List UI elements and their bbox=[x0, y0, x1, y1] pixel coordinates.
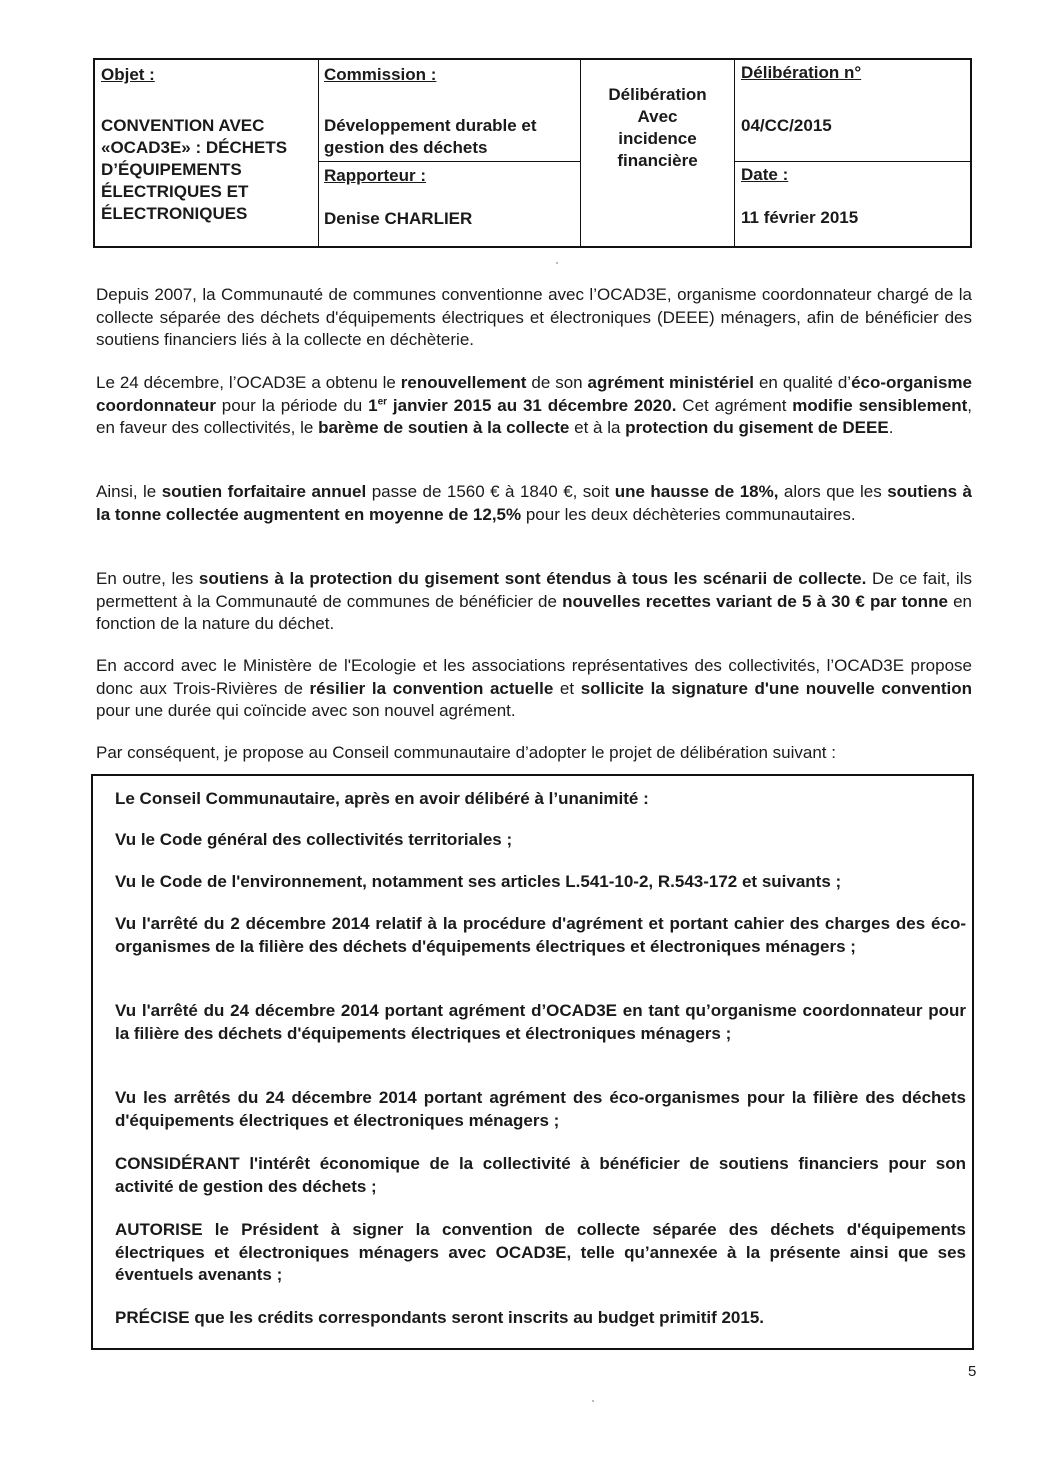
bold-run: soutien forfaitaire annuel bbox=[161, 482, 367, 501]
objet-line: ÉLECTRONIQUES bbox=[101, 204, 248, 223]
text-run: pour une durée qui coïncide avec son nouvel agrément. bbox=[96, 701, 516, 720]
paragraph-3-text bbox=[96, 481, 972, 526]
rapporteur-label: Rapporteur : bbox=[324, 166, 426, 185]
text-run: passe de 1560 € à 1840 €, soit bbox=[366, 482, 615, 501]
text-run: alors que les bbox=[778, 482, 888, 501]
box-visa-3: Vu l'arrêté du 2 décembre 2014 relatif à la procédure d'agrément et portant cahier des charges des éco-organismes de la filière des déchets d'équipements électriques et électroniques ménagers ; bbox=[115, 914, 966, 956]
bold-run: éco-organisme coordonnateur bbox=[96, 373, 973, 415]
date-label: Date : bbox=[741, 165, 789, 184]
deliberation-number-cell bbox=[735, 60, 970, 246]
text-run: Cet agrément bbox=[676, 395, 793, 415]
objet-line: «OCAD3E» : DÉCHETS bbox=[101, 138, 288, 157]
commission-label: Commission : bbox=[324, 65, 437, 84]
text-run: En outre, les bbox=[96, 569, 199, 588]
paragraph-6 bbox=[96, 742, 972, 765]
objet-value bbox=[101, 115, 287, 225]
deliberation-number-label: Délibération n° bbox=[741, 63, 862, 82]
type-line: Avec bbox=[637, 107, 678, 126]
paragraph-1 bbox=[96, 284, 972, 352]
box-visa-1: Vu le Code général des collectivités territoriales ; bbox=[115, 830, 513, 849]
paragraph-2 bbox=[96, 372, 972, 440]
commission-divider bbox=[319, 161, 580, 162]
box-visa-5: Vu les arrêtés du 24 décembre 2014 portant agrément des éco-organismes pour la filière des déchets d'équipements électriques et électroniques ménagers ; bbox=[115, 1088, 966, 1130]
box-precise: PRÉCISE que les crédits correspondants seront inscrits au budget primitif 2015. bbox=[115, 1308, 765, 1327]
text-run: en fonction de la nature du déchet. bbox=[96, 591, 972, 633]
type-line: Délibération bbox=[608, 85, 707, 104]
type-line: financière bbox=[617, 151, 698, 170]
text-run: et bbox=[553, 678, 581, 698]
text-run: en qualité d’ bbox=[754, 373, 852, 392]
scan-mark bbox=[592, 1400, 594, 1402]
date-divider bbox=[735, 161, 970, 162]
text-run: . bbox=[888, 418, 894, 437]
objet-label: Objet : bbox=[101, 65, 155, 84]
text-run: et à la bbox=[569, 418, 626, 437]
bold-run: modifie sensiblement bbox=[792, 395, 968, 415]
text-run: janvier 2015 au 31 décembre 2020. bbox=[387, 395, 677, 415]
paragraph-5-text bbox=[96, 655, 972, 723]
commission-line: Développement durable et bbox=[324, 116, 537, 135]
box-considerant: CONSIDÉRANT l'intérêt économique de la collectivité à bénéficier de soutiens financiers pour son activité de gestion des déchets ; bbox=[115, 1154, 966, 1196]
rapporteur-value: Denise CHARLIER bbox=[324, 209, 473, 228]
box-autorise: AUTORISE le Président à signer la convention de collecte séparée des déchets d'équipements électriques et électroniques ménagers avec OCAD3E, telle qu’annexée à la présente ainsi que ses éventuels avenants ; bbox=[115, 1220, 966, 1284]
box-visa-2: Vu le Code de l'environnement, notamment ses articles L.541-10-2, R.543-172 et suivants ; bbox=[115, 872, 842, 891]
text-run: , en faveur des collectivités, le bbox=[96, 395, 972, 437]
text-run: 1 bbox=[368, 395, 378, 415]
deliberation-type-cell bbox=[581, 60, 735, 246]
page-number: 5 bbox=[968, 1363, 977, 1380]
deliberation-type bbox=[581, 84, 734, 172]
paragraph-4 bbox=[96, 568, 972, 636]
superscript: er bbox=[377, 395, 388, 407]
commission-value bbox=[324, 115, 537, 159]
bold-run: soutiens à la protection du gisement sont étendus à tous les scénarii de collecte. bbox=[198, 569, 867, 588]
scan-mark bbox=[556, 262, 558, 264]
paragraph-6-text: Par conséquent, je propose au Conseil communautaire d’adopter le projet de délibération suivant : bbox=[96, 743, 836, 762]
bold-run bbox=[368, 396, 676, 415]
bold-run: nouvelles recettes variant de 5 à 30 € par tonne bbox=[562, 591, 948, 611]
text-run: De ce fait, ils permettent à la Communauté de communes de bénéficier de bbox=[96, 569, 972, 611]
objet-line: ÉLECTRIQUES ET bbox=[101, 182, 249, 201]
bold-run: protection du gisement de DEEE bbox=[625, 418, 889, 437]
box-visa-4: Vu l'arrêté du 24 décembre 2014 portant agrément d’OCAD3E en tant qu’organisme coordonnateur pour la filière des déchets d'équipements électriques et électroniques ménagers ; bbox=[115, 1001, 966, 1043]
paragraph-4-text bbox=[96, 568, 972, 636]
bold-run: sollicite la signature d'une nouvelle convention bbox=[580, 678, 973, 698]
bold-run: soutiens à la tonne collectée augmentent en moyenne de 12,5% bbox=[96, 482, 972, 524]
objet-line: CONVENTION AVEC bbox=[101, 116, 265, 135]
paragraph-5 bbox=[96, 655, 972, 723]
text-run: pour les deux déchèteries communautaires. bbox=[521, 504, 856, 524]
date-value: 11 février 2015 bbox=[741, 208, 859, 227]
text-run: Le 24 décembre, l’OCAD3E a obtenu le bbox=[96, 373, 401, 392]
commission-cell bbox=[319, 60, 581, 246]
box-intro: Le Conseil Communautaire, après en avoir délibéré à l’unanimité : bbox=[115, 789, 649, 808]
bold-run: agrément ministériel bbox=[587, 373, 755, 392]
bold-run: une hausse de 18%, bbox=[614, 482, 779, 501]
objet-line: D’ÉQUIPEMENTS bbox=[101, 160, 242, 179]
bold-run: résilier la convention actuelle bbox=[309, 678, 554, 698]
objet-cell bbox=[95, 60, 319, 246]
text-run: de son bbox=[526, 373, 588, 392]
type-line: incidence bbox=[618, 129, 697, 148]
text-run: pour la période du bbox=[215, 395, 369, 415]
paragraph-3 bbox=[96, 481, 972, 526]
deliberation-box bbox=[91, 774, 974, 1350]
deliberation-number-value: 04/CC/2015 bbox=[741, 116, 832, 135]
bold-run: renouvellement bbox=[400, 373, 527, 392]
text-run: En accord avec le Ministère de l'Ecologie et les associations représentatives des collectivités, l’OCAD3E propose donc aux Trois-Rivières de bbox=[96, 656, 972, 698]
bold-run: barème de soutien à la collecte bbox=[318, 418, 570, 437]
header-table bbox=[93, 58, 972, 248]
commission-line: gestion des déchets bbox=[324, 138, 488, 157]
paragraph-2-text bbox=[96, 372, 972, 440]
text-run: Ainsi, le bbox=[96, 482, 162, 501]
paragraph-1-text: Depuis 2007, la Communauté de communes conventionne avec l’OCAD3E, organisme coordonnateur chargé de la collecte séparée des déchets d'équipements électriques et électroniques (DEEE) ménagers, afin de bénéficier des soutiens financiers liés à la collecte en déchèterie. bbox=[96, 285, 972, 349]
